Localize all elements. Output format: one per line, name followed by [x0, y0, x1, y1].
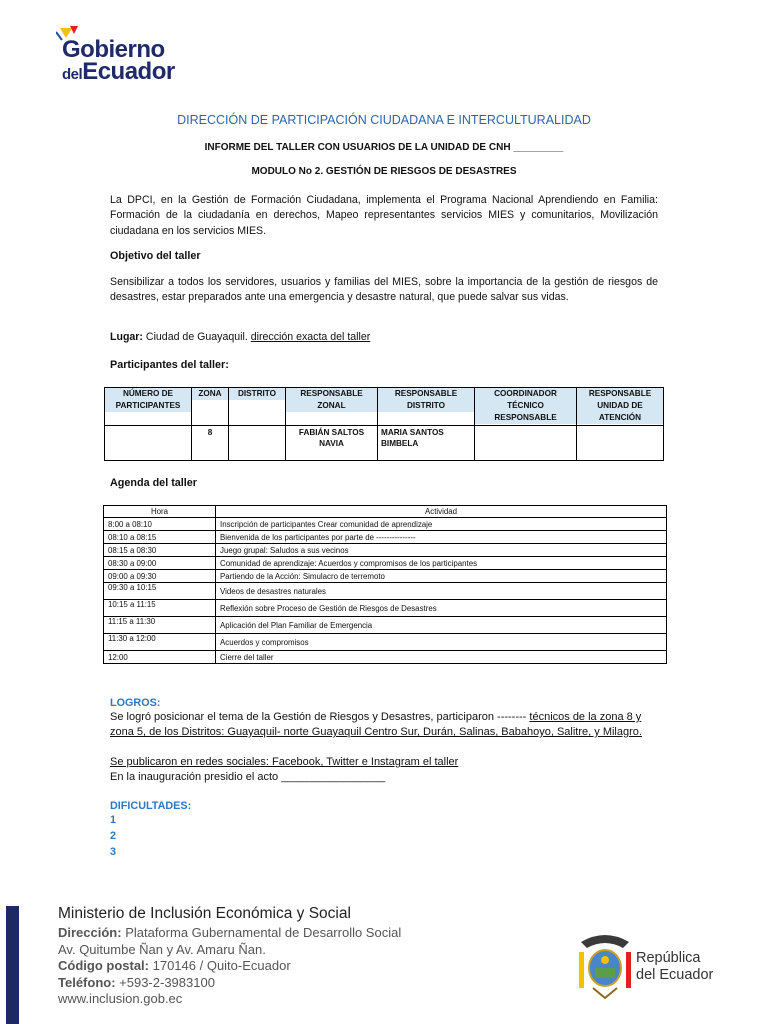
table-row [104, 583, 667, 600]
republica-label: República del Ecuador [636, 950, 714, 983]
footer-contact [58, 903, 401, 1008]
table-cell: 10:15 a 11:15 [104, 600, 216, 617]
table-row [104, 617, 667, 634]
logros-text-1: Se logró posicionar el tema de la Gestión de Riesgos y Desastres, participaron -------- técnicos de la zona 8 y zona 5, de los Distritos: Guayaquil- norte Guayaquil Centro Sur, Durán, Salinas, Babahoyo, Salitre, y Milagro. [110, 711, 642, 738]
list-item: 1 [110, 814, 117, 826]
list-item: 3 [110, 846, 117, 858]
table-header: RESPONSABLE DISTRITO [378, 388, 475, 426]
table-header: RESPONSABLE UNIDAD DE ATENCIÓN [577, 388, 664, 426]
list-item: 2 [110, 830, 117, 842]
agenda-header-row [104, 506, 667, 518]
table-row [104, 600, 667, 617]
table-cell: FABIÁN SALTOS NAVIA [286, 426, 378, 461]
participants-table [104, 387, 664, 461]
table-cell [577, 426, 664, 461]
logo-line2: delEcuador [62, 58, 175, 85]
table-cell: Partiendo de la Acción: Simulacro de terremoto [216, 570, 667, 583]
table-cell: Reflexión sobre Proceso de Gestión de Riesgos de Desastres [216, 600, 667, 617]
table-cell: Comunidad de aprendizaje: Acuerdos y compromisos de los participantes [216, 557, 667, 570]
table-header: RESPONSABLE ZONAL [286, 388, 378, 426]
footer-website-link[interactable]: www.inclusion.gob.ec [58, 991, 183, 1006]
table-cell: 11:15 a 11:30 [104, 617, 216, 634]
footer-street-line: Av. Quitumbe Ñan y Av. Amaru Ñan. [58, 941, 266, 957]
participants-heading: Participantes del taller: [110, 359, 229, 371]
table-cell [475, 426, 577, 461]
logros-text-2: Se publicaron en redes sociales: Facebook, Twitter e Instagram el taller [110, 756, 459, 768]
table-cell: 08:30 a 09:00 [104, 557, 216, 570]
table-cell: 11:30 a 12:00 [104, 634, 216, 651]
table-row [104, 651, 667, 664]
table-cell: Bienvenida de los participantes por parte de --------------- [216, 531, 667, 544]
objective-heading: Objetivo del taller [110, 250, 201, 262]
table-cell: MARIA SANTOS BIMBELA [378, 426, 475, 461]
table-row [104, 557, 667, 570]
table-cell: 08:15 a 08:30 [104, 544, 216, 557]
objective-text: Sensibilizar a todos los servidores, usuarios y familias del MIES, sobre la importancia de la gestión de riesgos de desastres, estar preparados ante una emergencia y desastre natural, que puede salvar sus vidas. [110, 276, 658, 304]
footer-postal-line: Código postal: 170146 / Quito-Ecuador [58, 958, 291, 973]
table-header: Actividad [216, 506, 667, 518]
table-cell [105, 426, 192, 461]
table-header: NÚMERO DE PARTICIPANTES [105, 388, 192, 426]
table-cell: Juego grupal: Saludos a sus vecinos [216, 544, 667, 557]
agenda-table [103, 505, 667, 664]
table-cell: Videos de desastres naturales [216, 583, 667, 600]
ministry-name: Ministerio de Inclusión Económica y Social [58, 905, 351, 922]
logo-line1: Gobierno [62, 36, 165, 63]
table-cell: 8:00 a 08:10 [104, 518, 216, 531]
place-line: Lugar: Ciudad de Guayaquil. dirección exacta del taller [110, 331, 371, 343]
footer-accent-bar [6, 906, 19, 1024]
table-cell: Inscripción de participantes Crear comunidad de aprendizaje [216, 518, 667, 531]
table-header: DISTRITO [229, 388, 286, 426]
coat-of-arms-icon [573, 932, 637, 1002]
agenda-heading: Agenda del taller [110, 477, 197, 489]
participants-header-row [105, 388, 664, 426]
table-cell: 09:30 a 10:15 [104, 583, 216, 600]
table-row [104, 544, 667, 557]
table-cell [229, 426, 286, 461]
dificultades-heading: DIFICULTADES: [110, 800, 192, 812]
table-cell: 8 [192, 426, 229, 461]
logros-text-3: En la inauguración presidio el acto _________________ [110, 771, 386, 783]
report-subtitle: INFORME DEL TALLER CON USUARIOS DE LA UNIDAD DE CNH _________ [204, 142, 564, 153]
table-cell: 12:00 [104, 651, 216, 664]
table-cell: Aplicación del Plan Familiar de Emergencia [216, 617, 667, 634]
table-row [104, 570, 667, 583]
table-row [104, 634, 667, 651]
table-header: COORDINADOR TÉCNICO RESPONSABLE [475, 388, 577, 426]
footer-phone-line: Teléfono: +593-2-3983100 [58, 974, 215, 990]
table-header: Hora [104, 506, 216, 518]
table-row [105, 426, 664, 461]
logros-heading: LOGROS: [110, 697, 161, 709]
table-row [104, 518, 667, 531]
table-cell: Cierre del taller [216, 651, 667, 664]
module-subtitle: MODULO No 2. GESTIÓN DE RIESGOS DE DESASTRES [251, 166, 517, 177]
table-header: ZONA [192, 388, 229, 426]
intro-paragraph: La DPCI, en la Gestión de Formación Ciudadana, implementa el Programa Nacional Aprendiendo en Familia: Formación de la ciudadanía en derechos, Mapeo representantes servicios MIES y comunitarios, Movilización ciudadana en los servicios MIES. [110, 194, 658, 237]
table-cell: Acuerdos y compromisos [216, 634, 667, 651]
table-cell: 09:00 a 09:30 [104, 570, 216, 583]
footer-address-line: Dirección: Plataforma Gubernamental de Desarrollo Social [58, 925, 402, 940]
document-title: DIRECCIÓN DE PARTICIPACIÓN CIUDADANA E INTERCULTURALIDAD [177, 113, 591, 127]
table-row [104, 531, 667, 544]
table-cell: 08:10 a 08:15 [104, 531, 216, 544]
place-link[interactable]: dirección exacta del taller [250, 331, 371, 343]
gobierno-logo [56, 24, 216, 85]
